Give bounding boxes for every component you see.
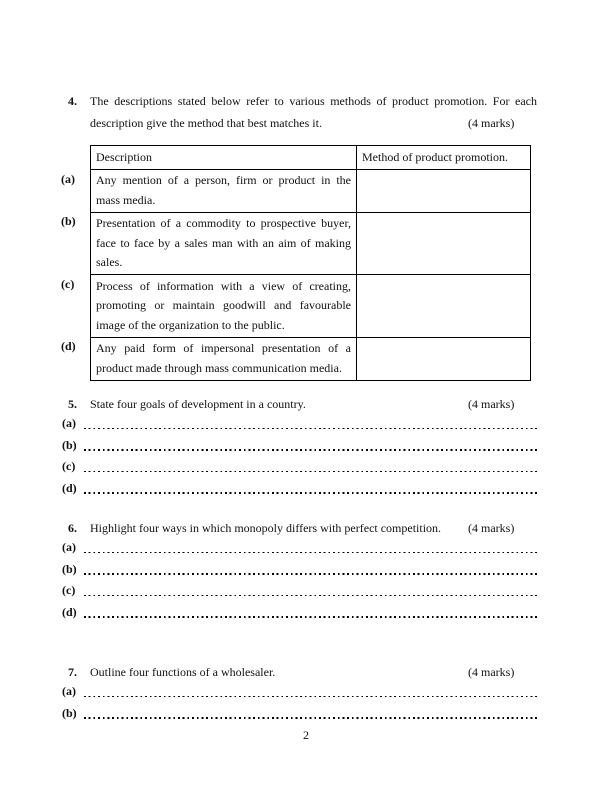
table-header-row (91, 146, 531, 170)
answer-line (62, 580, 538, 602)
dotted-answer-line[interactable] (84, 573, 538, 575)
table-row (91, 275, 531, 338)
dotted-answer-line[interactable] (84, 552, 538, 554)
dotted-answer-line[interactable] (84, 717, 538, 719)
question-6-text: Highlight four ways in which monopoly differs with perfect competition. (90, 521, 442, 535)
answer-label-b: (b) (62, 437, 77, 452)
table-row-label-c: (c) (61, 277, 75, 291)
answer-label-a: (a) (62, 416, 76, 430)
answer-line (62, 537, 538, 559)
description-cell-a: Any mention of a person, firm or product in the mass media. (91, 169, 357, 212)
question-5-marks: (4 marks) (468, 397, 515, 411)
answer-line (62, 681, 538, 703)
question-7-answers (62, 681, 538, 724)
answer-label-b: (b) (62, 705, 77, 720)
table-row (91, 212, 531, 275)
table-row (91, 337, 531, 380)
method-answer-cell-a[interactable] (357, 169, 531, 212)
question-6-marks: (4 marks) (468, 521, 515, 535)
question-6-number: 6. (68, 521, 77, 535)
dotted-answer-line[interactable] (84, 696, 538, 698)
answer-label-a: (a) (62, 684, 76, 698)
description-cell-b: Presentation of a commodity to prospective buyer, face to face by a sales man with an aim of making sales. (91, 212, 357, 275)
table-row (91, 169, 531, 212)
question-7-text: Outline four functions of a wholesaler. (90, 665, 276, 679)
question-7 (68, 661, 537, 683)
question-4-number: 4. (68, 94, 77, 108)
question-6 (68, 517, 537, 539)
question-5-answers (62, 413, 538, 499)
table-row-label-d: (d) (61, 339, 76, 353)
answer-line (62, 478, 538, 500)
method-answer-cell-d[interactable] (357, 337, 531, 380)
answer-line (62, 602, 538, 624)
description-cell-d: Any paid form of impersonal presentation of a product made through mass communication media. (91, 337, 357, 380)
answer-line (62, 413, 538, 435)
answer-label-c: (c) (62, 459, 76, 473)
answer-label-d: (d) (62, 604, 77, 619)
question-6-answers (62, 537, 538, 623)
question-4-marks: (4 marks) (468, 116, 515, 130)
question-5 (68, 393, 537, 415)
dotted-answer-line[interactable] (84, 492, 538, 494)
header-description: Description (91, 146, 357, 170)
answer-line (62, 456, 538, 478)
dotted-answer-line[interactable] (84, 616, 538, 618)
description-cell-c: Process of information with a view of creating, promoting or maintain goodwill and favourable image of the organization to the public. (91, 275, 357, 338)
method-answer-cell-b[interactable] (357, 212, 531, 275)
answer-label-a: (a) (62, 540, 76, 554)
question-7-number: 7. (68, 665, 77, 679)
table-row-label-b: (b) (61, 214, 76, 228)
question-4-text: The descriptions stated below refer to various methods of product promotion. For each description give the method that best matches it. (90, 94, 537, 130)
header-method: Method of product promotion. (357, 146, 531, 170)
dotted-answer-line[interactable] (84, 428, 538, 430)
answer-line (62, 435, 538, 457)
dotted-answer-line[interactable] (84, 471, 538, 473)
question-5-text: State four goals of development in a country. (90, 397, 306, 411)
answer-label-d: (d) (62, 480, 77, 495)
question-4 (68, 90, 537, 134)
answer-line (62, 559, 538, 581)
promotion-methods-table (90, 145, 531, 381)
answer-label-b: (b) (62, 561, 77, 576)
answer-label-c: (c) (62, 583, 76, 597)
dotted-answer-line[interactable] (84, 595, 538, 597)
dotted-answer-line[interactable] (84, 449, 538, 451)
page-number: 2 (303, 728, 309, 742)
answer-line (62, 703, 538, 725)
question-7-marks: (4 marks) (468, 665, 515, 679)
table-row-label-a: (a) (61, 172, 75, 186)
method-answer-cell-c[interactable] (357, 275, 531, 338)
question-5-number: 5. (68, 397, 77, 411)
